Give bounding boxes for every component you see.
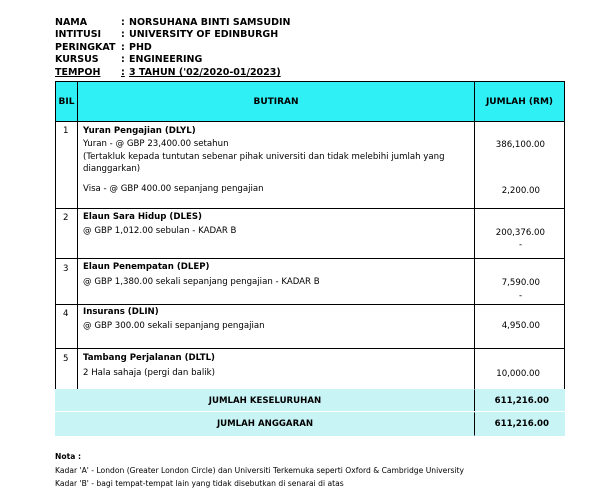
- name-value: NORSUHANA BINTI SAMSUDIN: [129, 17, 291, 28]
- institution-value: UNIVERSITY OF EDINBURGH: [129, 29, 279, 40]
- row5-amount1: 10,000.00: [496, 369, 540, 379]
- row2-amount1: 200,376.00: [495, 228, 545, 238]
- row2-dash: -: [519, 240, 523, 250]
- info-row-tempoh: TEMPOH : 3 TAHUN ('02/2020-01/2023): [55, 67, 281, 78]
- row4-amount1: 4,950.00: [501, 321, 540, 331]
- info-row-peringkat: PERINGKAT : PHD: [55, 42, 152, 53]
- header-jumlah: JUMLAH (RM): [485, 97, 554, 107]
- total-separator: [55, 411, 565, 412]
- info-row-institusi: INTITUSI : UNIVERSITY OF EDINBURGH: [55, 29, 279, 40]
- row4-title: Insurans (DLIN): [83, 307, 159, 317]
- row1-amount2: 2,200.00: [501, 186, 540, 196]
- header-bil: BIL: [58, 97, 75, 107]
- row5-line1: 2 Hala sahaja (pergi dan balik): [83, 368, 215, 378]
- total-anggaran-label: JUMLAH ANGGARAN: [216, 419, 314, 429]
- notes-line1: Kadar 'A' - London (Greater London Circle) dan Universiti Terkemuka seperti Oxford & Cambridge University: [55, 466, 465, 475]
- row1-title: Yuran Pengajian (DLYL): [83, 126, 196, 136]
- row1-line3: dianggarkan): [83, 164, 141, 174]
- row4-no: 4: [63, 309, 69, 319]
- course-value: ENGINEERING: [129, 54, 203, 65]
- row1-line4: Visa - @ GBP 400.00 sepanjang pengajian: [83, 184, 264, 194]
- duration-value: 3 TAHUN ('02/2020-01/2023): [129, 67, 281, 78]
- row1-line2: (Tertakluk kepada tuntutan sebenar pihak universiti dan tidak melebihi jumlah yang: [83, 152, 445, 162]
- total-keseluruhan-label: JUMLAH KESELURUHAN: [208, 396, 322, 406]
- info-row-kursus: KURSUS : ENGINEERING: [55, 54, 203, 65]
- row2-no: 2: [63, 213, 69, 223]
- notes-title: Nota :: [55, 452, 82, 461]
- row3-dash: -: [519, 291, 523, 301]
- header-butiran: BUTIRAN: [253, 97, 299, 107]
- notes-line2: Kadar 'B' - bagi tempat-tempat lain yang tidak disebutkan di senarai di atas: [55, 479, 344, 488]
- row1-amount1: 386,100.00: [495, 140, 545, 150]
- row1-line1: Yuran - @ GBP 23,400.00 setahun: [83, 139, 229, 149]
- info-row-nama: NAMA : NORSUHANA BINTI SAMSUDIN: [55, 17, 291, 28]
- row2-title: Elaun Sara Hidup (DLES): [83, 212, 202, 222]
- total-keseluruhan-value: 611,216.00: [494, 396, 549, 406]
- total-anggaran-value: 611,216.00: [494, 419, 549, 429]
- row3-no: 3: [63, 264, 69, 274]
- row3-title: Elaun Penempatan (DLEP): [83, 262, 210, 272]
- row3-line1: @ GBP 1,380.00 sekali sepanjang pengajian - KADAR B: [83, 277, 320, 287]
- row1-no: 1: [63, 126, 69, 136]
- row2-line1: @ GBP 1,012.00 sebulan - KADAR B: [83, 226, 237, 236]
- row4-line1: @ GBP 300.00 sekali sepanjang pengajian: [83, 321, 265, 331]
- row5-title: Tambang Perjalanan (DLTL): [83, 353, 215, 363]
- row3-amount1: 7,590.00: [501, 278, 540, 288]
- level-value: PHD: [129, 42, 152, 53]
- row5-no: 5: [63, 354, 69, 364]
